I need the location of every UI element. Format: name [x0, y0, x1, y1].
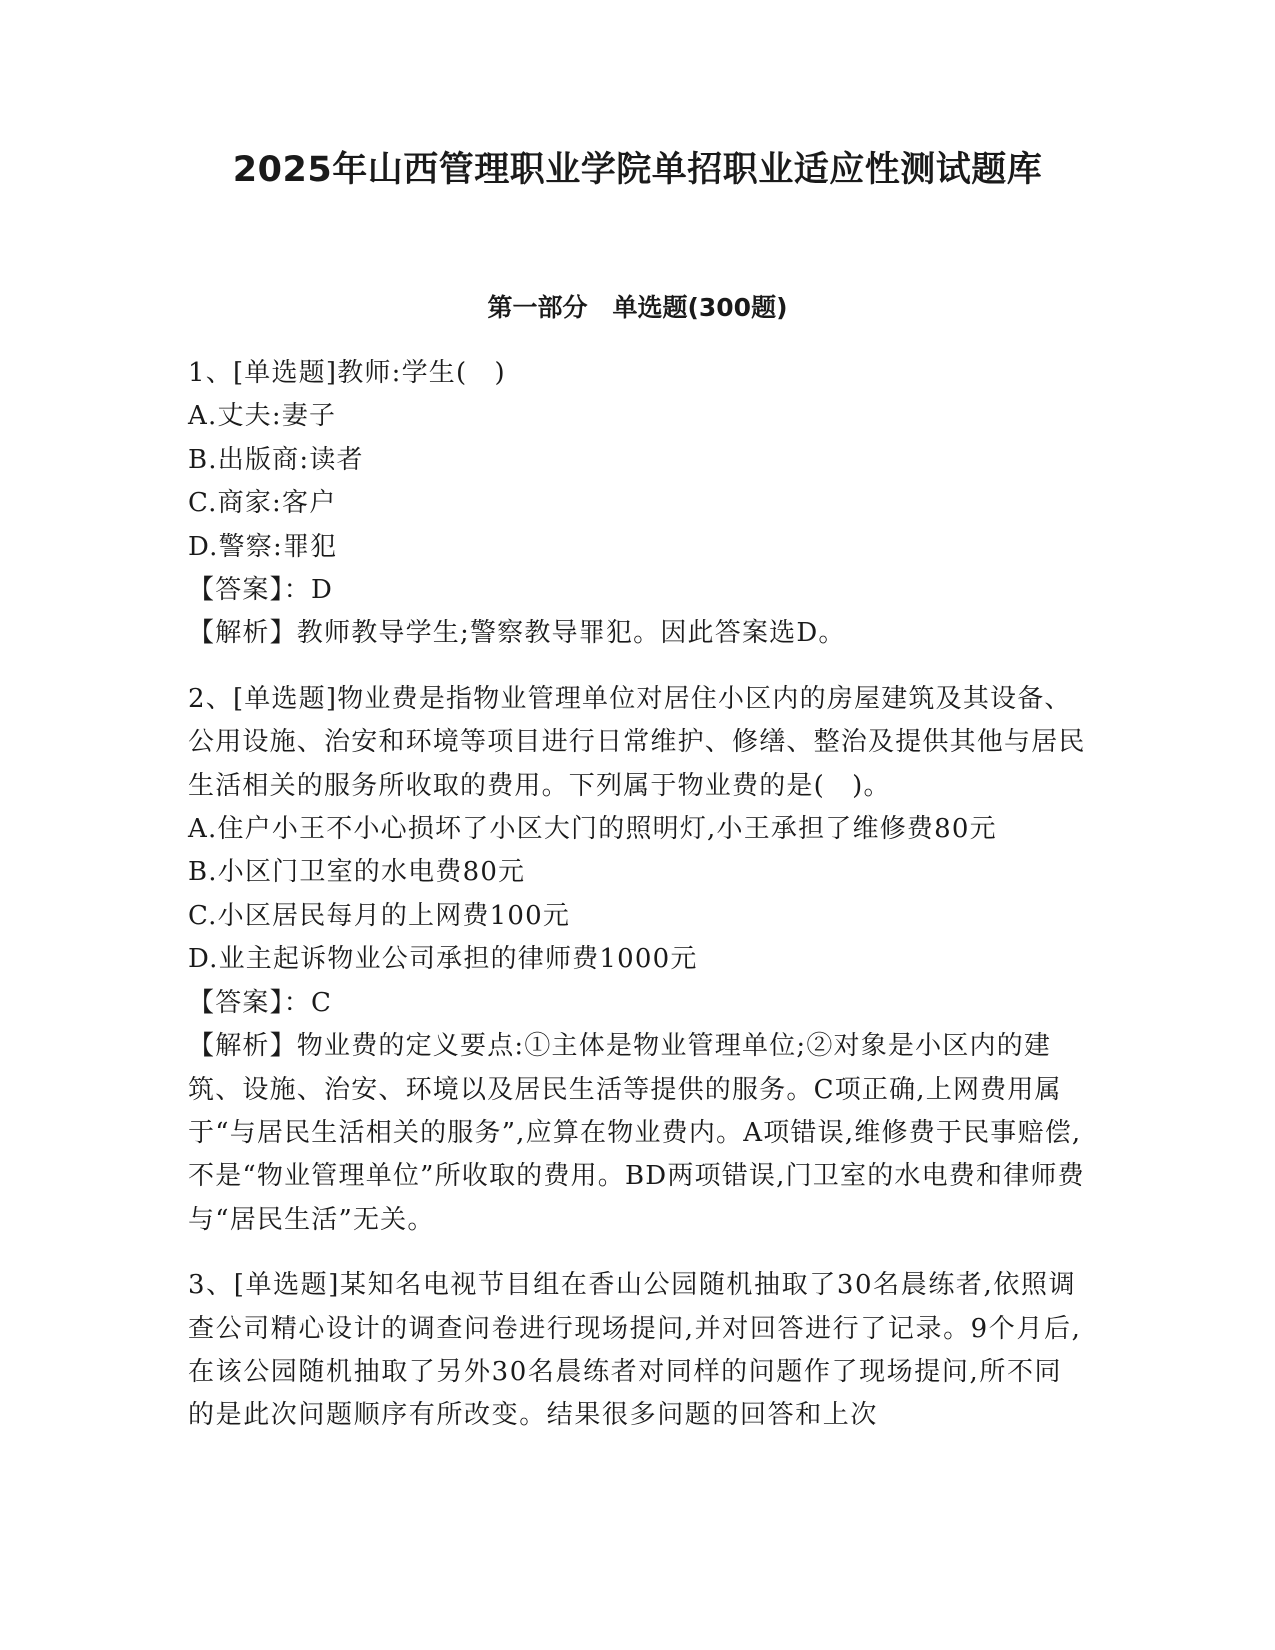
analysis: 【解析】教师教导学生;警察教导罪犯。因此答案选D。 — [188, 618, 846, 649]
question-list — [188, 352, 1088, 1460]
section-heading: 第一部分 单选题(300题) — [487, 293, 788, 322]
analysis: 【解析】物业费的定义要点:①主体是物业管理单位;②对象是小区内的建筑、设施、治安、环境以及居民生活等提供的服务。C项正确,上网费用属于“与居民生活相关的服务”,应算在物业费内。A项错误,维修费于民事赔偿,不是“物业管理单位”所收取的费用。BD两项错误,门卫室的水电费和律师费与“居民生活”无关。 — [188, 1031, 1085, 1235]
answer: 【答案】：C — [188, 987, 333, 1018]
option-c: C.商家:客户 — [188, 488, 337, 519]
option-d: D.业主起诉物业公司承担的律师费1000元 — [188, 944, 698, 975]
option-a: A.丈夫:妻子 — [188, 401, 337, 432]
answer: 【答案】：D — [188, 575, 334, 606]
option-a: A.住户小王不小心损坏了小区大门的照明灯,小王承担了维修费80元 — [188, 814, 997, 845]
question-stem: 2、[单选题]物业费是指物业管理单位对居住小区内的房屋建筑及其设备、公用设施、治安和环境等项目进行日常维护、修缮、整治及提供其他与居民生活相关的服务所收取的费用。下列属于物业费的是( )。 — [188, 683, 1086, 801]
question-stem: 3、[单选题]某知名电视节目组在香山公园随机抽取了30名晨练者,依照调查公司精心设计的调查问卷进行现场提问,并对回答进行了记录。9个月后,在该公园随机抽取了另外30名晨练者对同样的问题作了现场提问,所不同的是此次问题顺序有所改变。结果很多问题的回答和上次 — [188, 1270, 1082, 1431]
option-d: D.警察:罪犯 — [188, 531, 338, 562]
question-1 — [188, 352, 1088, 656]
option-b: B.小区门卫室的水电费80元 — [188, 857, 526, 888]
option-c: C.小区居民每月的上网费100元 — [188, 900, 571, 931]
option-b: B.出版商:读者 — [188, 444, 364, 475]
question-3 — [188, 1264, 1088, 1438]
document-title: 2025年山西管理职业学院单招职业适应性测试题库 — [232, 150, 1043, 190]
question-stem: 1、[单选题]教师:学生( ) — [188, 358, 506, 388]
question-2 — [188, 678, 1088, 1242]
